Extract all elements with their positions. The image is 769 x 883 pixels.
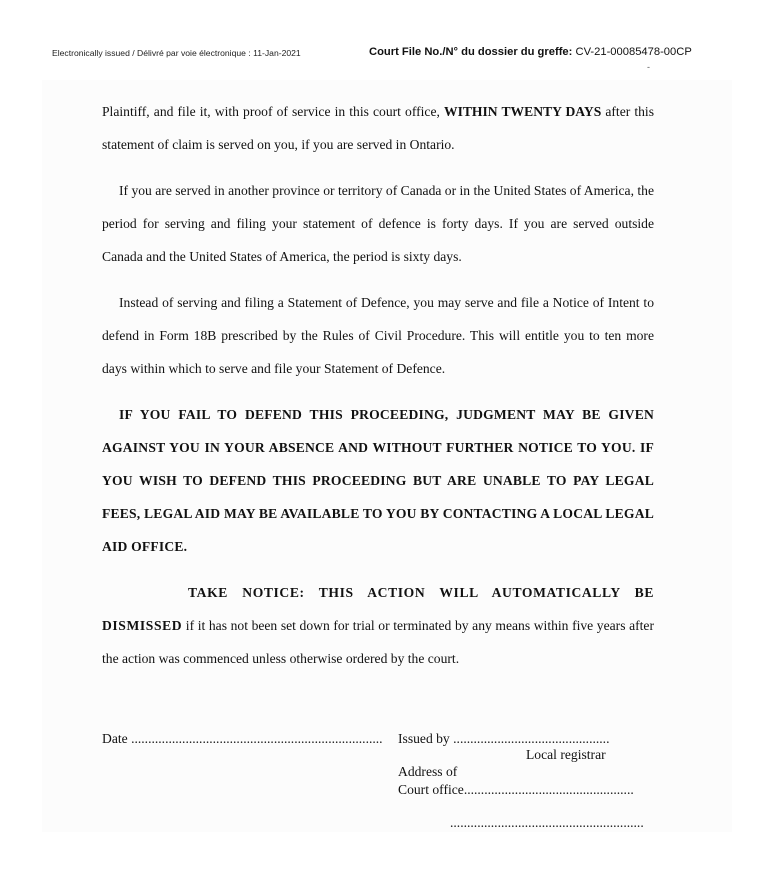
paragraph-dismissal-notice: TAKE NOTICE: THIS ACTION WILL AUTOMATICALLY BE DISMISSED if it has not been set down for trial or terminated by any means within five years after the action was commenced unless otherwise ordered by the court. xyxy=(102,585,654,666)
court-office-line xyxy=(398,782,634,798)
deadline-emphasis: WITHIN TWENTY DAYS xyxy=(443,104,602,119)
issued-note: Electronically issued / Délivré par voie électronique : 11-Jan-2021 xyxy=(52,48,301,58)
paragraph-out-of-province: If you are served in another province or territory of Canada or in the United States of America, the period for serving and filing your statement of defence is forty days. If you are served outside Canada and the United States of America, the period is sixty days. xyxy=(102,183,654,264)
local-registrar-label: Local registrar xyxy=(526,747,606,762)
paragraph-default-judgment-warning: IF YOU FAIL TO DEFEND THIS PROCEEDING, JUDGMENT MAY BE GIVEN AGAINST YOU IN YOUR ABSENCE AND WITHOUT FURTHER NOTICE TO YOU. IF YOU WISH TO DEFEND THIS PROCEEDING BUT ARE UNABLE TO PAY LEGAL FEES, LEGAL AID MAY BE AVAILABLE TO YOU BY CONTACTING A LOCAL LEGAL AID OFFICE. xyxy=(102,407,654,554)
court-file-number xyxy=(369,46,692,58)
date-line xyxy=(102,731,383,747)
court-office-dots: .................................................. xyxy=(463,782,634,797)
page-mark: - xyxy=(647,62,650,72)
address-label-line2: Court office xyxy=(398,782,464,797)
issued-by-dots: .............................................. xyxy=(453,731,610,746)
address-label-line1: Address of xyxy=(398,764,458,779)
court-file-value: CV-21-00085478-00CP xyxy=(575,46,692,58)
date-dots: .......................................................................... xyxy=(131,731,383,746)
issued-by-line xyxy=(398,731,609,747)
issued-by-label: Issued by xyxy=(398,731,450,746)
date-label: Date xyxy=(102,731,128,746)
extra-address-dots: ......................................................... xyxy=(450,815,644,830)
document-body xyxy=(102,95,654,675)
paragraph-notice-of-intent: Instead of serving and filing a Statement of Defence, you may serve and file a Notice of Intent to defend in Form 18B prescribed by the Rules of Civil Procedure. This will entitle you to ten more days within which to serve and file your Statement of Defence. xyxy=(102,295,654,376)
paragraph-service-deadline: Plaintiff, and file it, with proof of service in this court office, WITHIN TWENTY DAYS after this statement of claim is served on you, if you are served in Ontario. xyxy=(102,104,654,152)
dismissal-emphasis: TAKE NOTICE: THIS ACTION WILL AUTOMATICALLY BE DISMISSED xyxy=(102,585,654,633)
court-file-label: Court File No./N° du dossier du greffe: xyxy=(369,46,573,58)
